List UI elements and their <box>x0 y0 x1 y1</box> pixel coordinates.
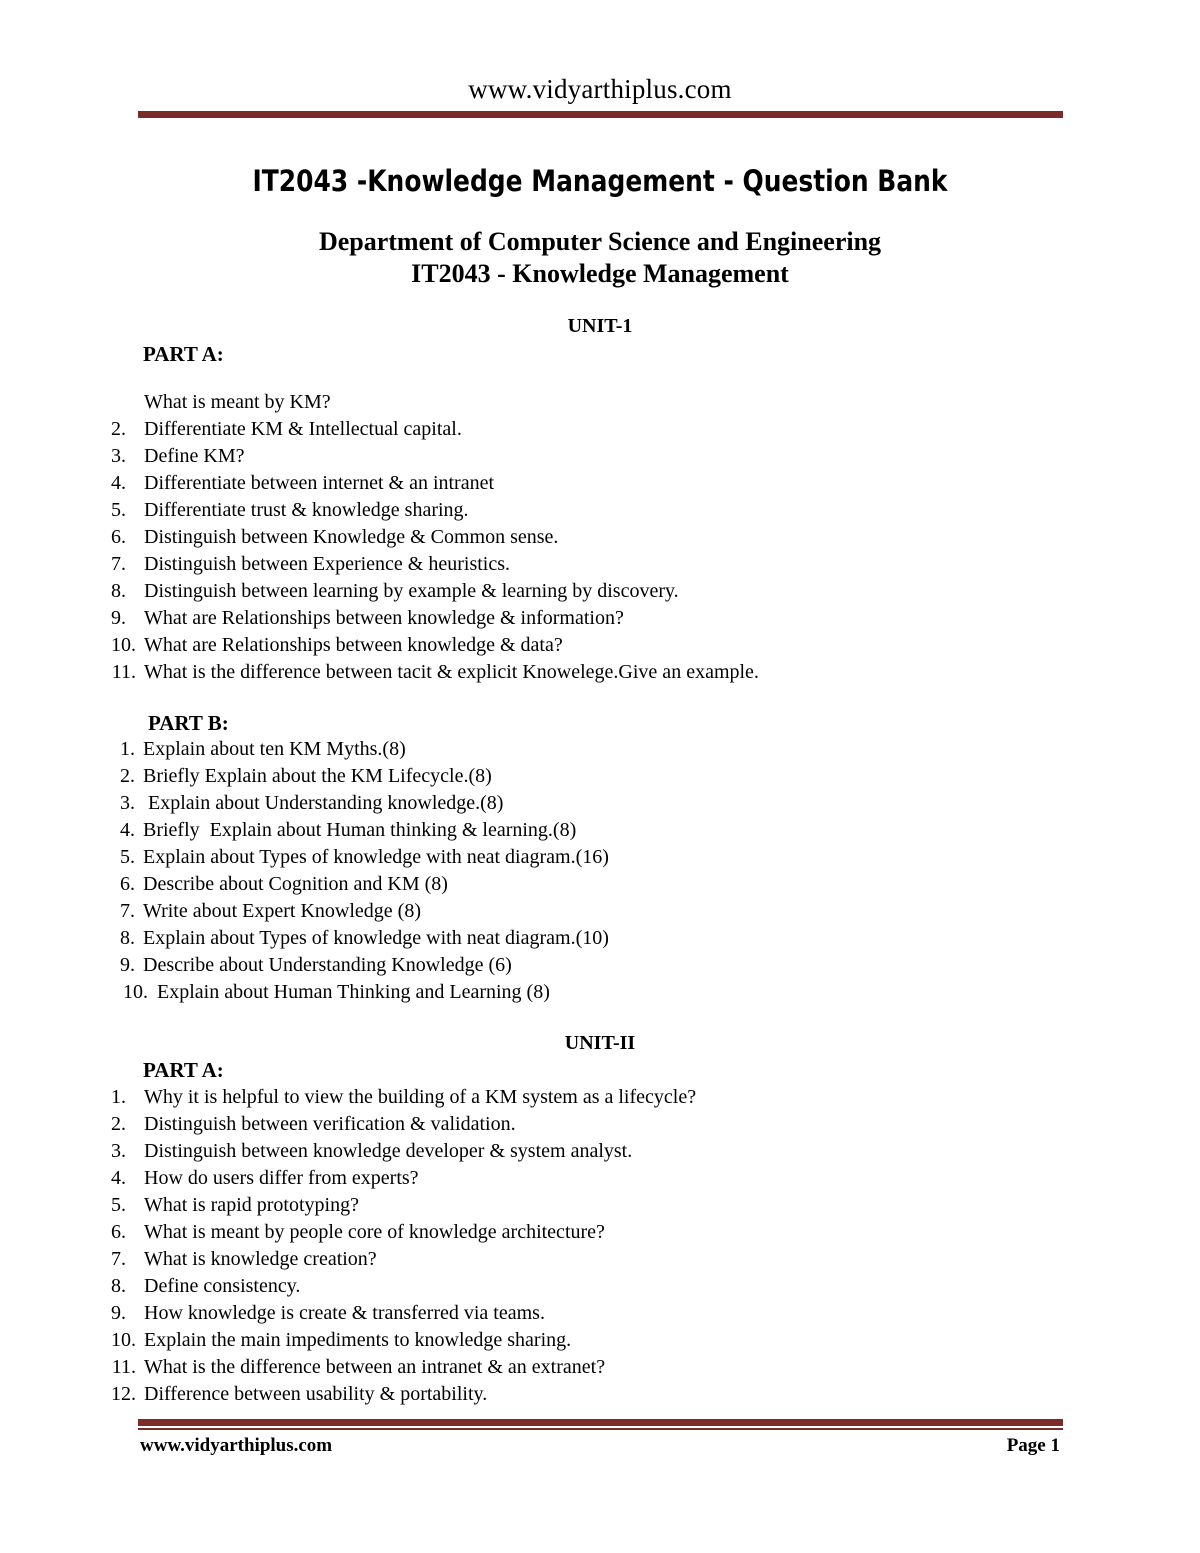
document-title: IT2043 -Knowledge Management - Question Bank <box>252 164 948 198</box>
course-heading: IT2043 - Knowledge Management <box>411 259 789 288</box>
unit1-heading: UNIT-1 <box>567 315 633 337</box>
department-heading: Department of Computer Science and Engineering <box>318 227 882 256</box>
footer-site-url: www.vidyarthiplus.com <box>140 1435 333 1456</box>
header-site-url: www.vidyarthiplus.com <box>468 74 732 104</box>
unit2-part-a-heading: PART A: <box>143 1058 224 1082</box>
unit1-part-a-heading: PART A: <box>143 342 224 366</box>
header-rule <box>138 111 1063 118</box>
unit2-heading: UNIT-II <box>564 1032 636 1054</box>
unit1-part-b-heading: PART B: <box>148 711 229 735</box>
footer-rule-thin <box>138 1428 1063 1430</box>
page-number: Page 1 <box>1006 1435 1060 1456</box>
footer-rule <box>138 1419 1063 1426</box>
